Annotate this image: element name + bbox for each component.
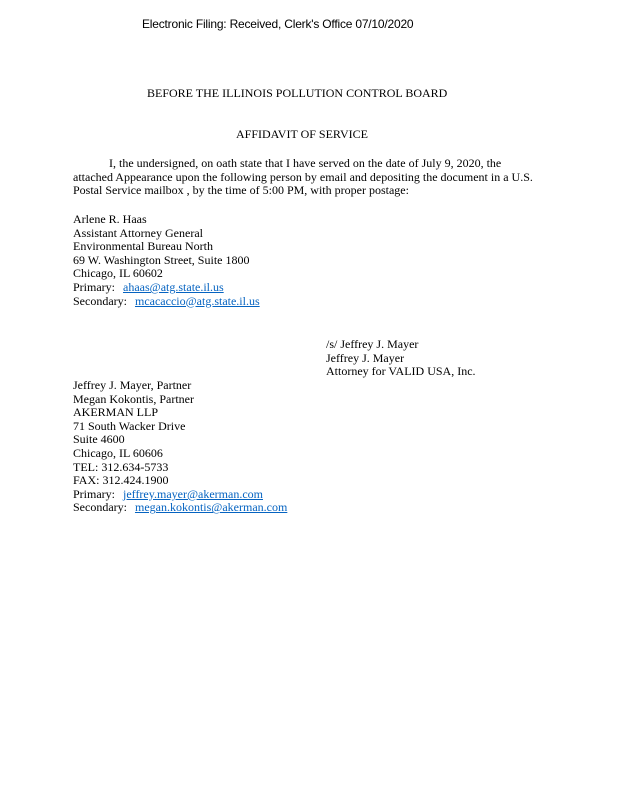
recipient-title: Assistant Attorney General — [73, 225, 203, 240]
counsel-name-2: Megan Kokontis, Partner — [73, 391, 194, 406]
counsel-primary-label: Primary: — [73, 486, 115, 501]
oath-line-2: attached Appearance upon the following person by email and depositing the document in a U.S. — [73, 169, 533, 184]
counsel-secondary-row — [73, 501, 287, 515]
affidavit-title: AFFIDAVIT OF SERVICE — [236, 127, 368, 141]
signatory-role: Attorney for VALID USA, Inc. — [326, 364, 476, 379]
counsel-fax: FAX: 312.424.1900 — [73, 473, 169, 488]
counsel-tel: TEL: 312.634-5733 — [73, 459, 169, 474]
counsel-suite: Suite 4600 — [73, 432, 125, 447]
board-title: BEFORE THE ILLINOIS POLLUTION CONTROL BOARD — [147, 86, 448, 100]
electronic-signature: /s/ Jeffrey J. Mayer — [326, 337, 419, 351]
oath-paragraph — [73, 157, 533, 198]
counsel-secondary-email-link[interactable]: megan.kokontis@akerman.com — [134, 500, 288, 515]
counsel-city: Chicago, IL 60606 — [73, 445, 163, 460]
recipient-city: Chicago, IL 60602 — [73, 266, 163, 281]
recipient-primary-label: Primary: — [73, 279, 115, 294]
signature-block — [326, 338, 476, 379]
recipient-bureau: Environmental Bureau North — [73, 239, 213, 254]
counsel-primary-email-link[interactable]: jeffrey.mayer@akerman.com — [123, 486, 263, 501]
recipient-name: Arlene R. Haas — [73, 212, 147, 226]
counsel-primary-row — [73, 488, 287, 502]
counsel-secondary-label: Secondary: — [73, 500, 127, 515]
recipient-primary-row — [73, 281, 260, 295]
recipient-primary-email-link[interactable]: ahaas@atg.state.il.us — [123, 279, 224, 294]
signatory-name: Jeffrey J. Mayer — [326, 350, 405, 365]
recipient-secondary-row — [73, 295, 260, 309]
counsel-street: 71 South Wacker Drive — [73, 418, 186, 433]
recipient-street: 69 W. Washington Street, Suite 1800 — [73, 252, 250, 267]
recipient-secondary-label: Secondary: — [73, 293, 127, 308]
counsel-address-block — [73, 379, 287, 515]
recipient-secondary-email-link[interactable]: mcacaccio@atg.state.il.us — [134, 293, 260, 308]
recipient-address-block — [73, 213, 260, 308]
counsel-name-1: Jeffrey J. Mayer, Partner — [73, 378, 192, 392]
counsel-firm: AKERMAN LLP — [73, 405, 159, 420]
oath-line-1: I, the undersigned, on oath state that I have served on the date of July 9, 2020, the — [109, 156, 502, 170]
electronic-filing-stamp: Electronic Filing: Received, Clerk's Office 07/10/2020 — [142, 17, 414, 31]
oath-line-3: Postal Service mailbox , by the time of 5:00 PM, with proper postage: — [73, 183, 409, 198]
